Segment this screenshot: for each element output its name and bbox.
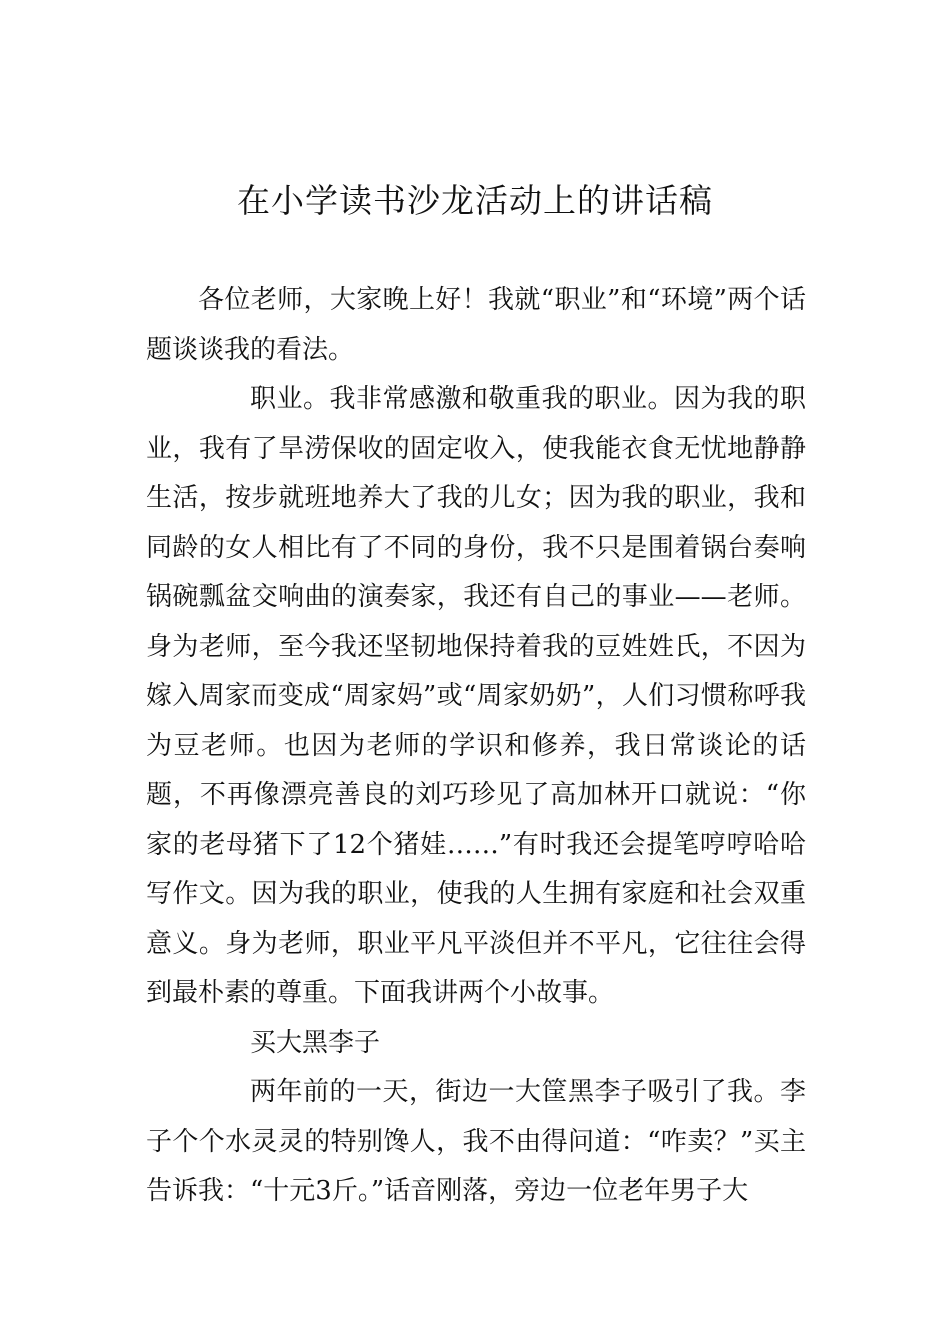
document-body — [146, 276, 806, 1217]
paragraph-greeting: 各位老师，大家晚上好！我就“职业”和“环境”两个话题谈谈我的看法。 — [146, 285, 806, 365]
paragraph-plum-story: 两年前的一天，街边一大筐黑李子吸引了我。李子个个水灵灵的特别馋人，我不由得问道：“咋卖？”买主告诉我：“十元3斤。”话音刚落，旁边一位老年男子大 — [146, 1077, 806, 1206]
paragraph-profession: 职业。我非常感激和敬重我的职业。因为我的职业，我有了旱涝保收的固定收入，使我能衣食无忧地静静生活，按步就班地养大了我的儿女；因为我的职业，我和同龄的女人相比有了不同的身份，我不只是围着锅台奏响锅碗瓢盆交响曲的演奏家，我还有自己的事业——老师。身为老师，至今我还坚韧地保持着我的豆姓姓氏，不因为嫁入周家而变成“周家妈”或“周家奶奶”，人们习惯称呼我为豆老师。也因为老师的学识和修养，我日常谈论的话题，不再像漂亮善良的刘巧珍见了高加林开口就说：“你家的老母猪下了12个猪娃……”有时我还会提笔哼哼哈哈写作文。因为我的职业，使我的人生拥有家庭和社会双重意义。身为老师，职业平凡平淡但并不平凡，它往往会得到最朴素的尊重。下面我讲两个小故事。 — [146, 384, 806, 1008]
section-heading-plums: 买大黑李子 — [250, 1027, 381, 1058]
document-title: 在小学读书沙龙活动上的讲话稿 — [237, 181, 713, 220]
